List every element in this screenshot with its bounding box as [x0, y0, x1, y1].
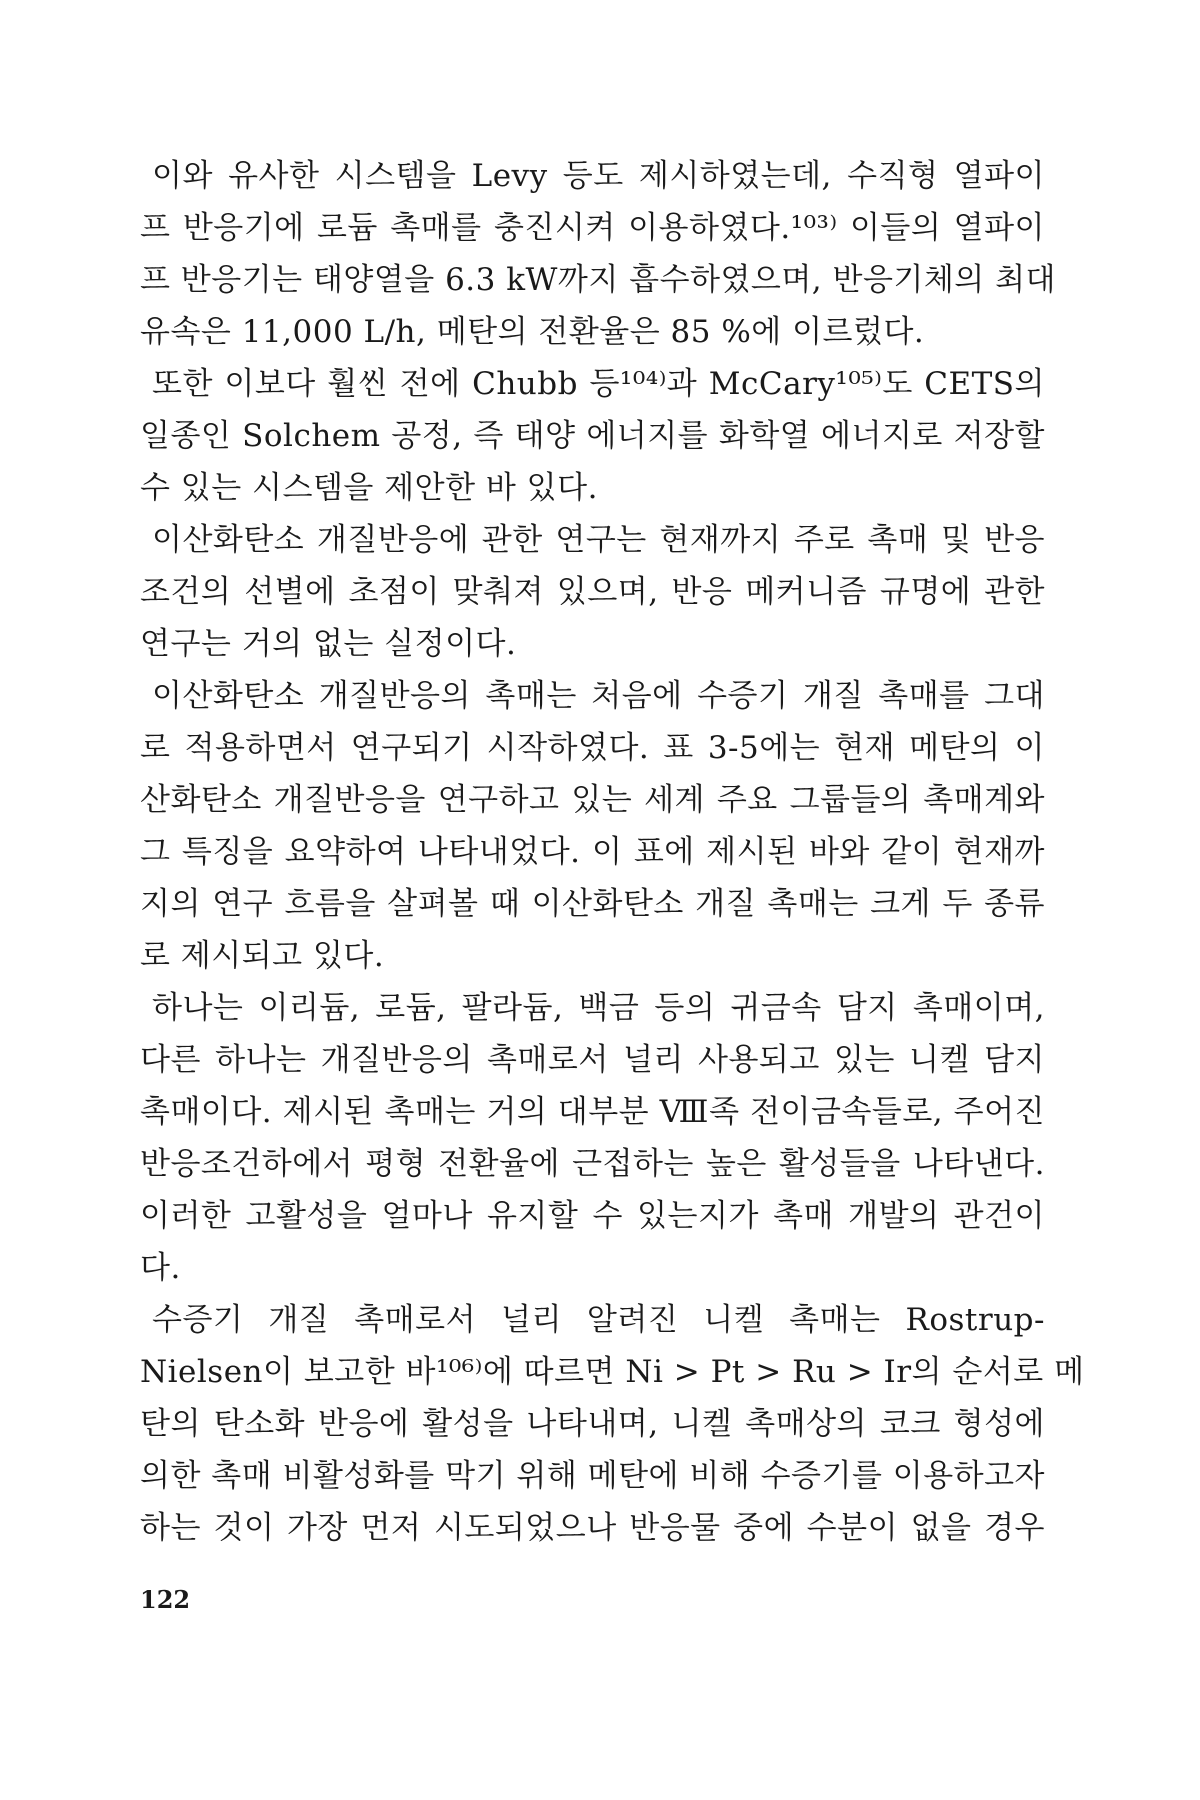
text-line: 이러한 고활성을 얼마나 유지할 수 있는지가 촉매 개발의 관건이 [140, 1198, 1045, 1234]
text-line: 그 특징을 요약하여 나타내었다. 이 표에 제시된 바와 같이 현재까 [140, 834, 1045, 870]
text-line: 유속은 11,000 L/h, 메탄의 전환율은 85 %에 이르렀다. [140, 314, 925, 350]
text-line: 수증기 개질 촉매로서 널리 알려진 니켈 촉매는 Rostrup- [152, 1302, 1045, 1338]
paragraph [140, 358, 1045, 514]
text-line: 산화탄소 개질반응을 연구하고 있는 세계 주요 그룹들의 촉매계와 [140, 782, 1045, 818]
paragraph [140, 514, 1045, 670]
paragraph [140, 1294, 1085, 1554]
page-number: 122 [140, 1585, 191, 1614]
text-line: 지의 연구 흐름을 살펴볼 때 이산화탄소 개질 촉매는 크게 두 종류 [140, 886, 1045, 922]
text-line: 촉매이다. 제시된 촉매는 거의 대부분 Ⅷ족 전이금속들로, 주어진 [140, 1094, 1045, 1130]
text-line: 또한 이보다 훨씬 전에 Chubb 등¹⁰⁴⁾과 McCary¹⁰⁵⁾도 CETS의 [152, 366, 1045, 402]
text-line: 연구는 거의 없는 실정이다. [140, 626, 517, 662]
text-line: 로 제시되고 있다. [140, 938, 385, 974]
paragraph [140, 982, 1045, 1294]
text-line: 이산화탄소 개질반응에 관한 연구는 현재까지 주로 촉매 및 반응 [152, 522, 1045, 558]
paragraph [140, 150, 1056, 358]
text-line: 의한 촉매 비활성화를 막기 위해 메탄에 비해 수증기를 이용하고자 [140, 1458, 1045, 1494]
body-text [140, 150, 1085, 1554]
text-line: 조건의 선별에 초점이 맞춰져 있으며, 반응 메커니즘 규명에 관한 [140, 574, 1045, 610]
text-line: 이와 유사한 시스템을 Levy 등도 제시하였는데, 수직형 열파이 [152, 158, 1045, 194]
text-line: 탄의 탄소화 반응에 활성을 나타내며, 니켈 촉매상의 코크 형성에 [140, 1406, 1045, 1442]
text-line: 반응조건하에서 평형 전환율에 근접하는 높은 활성들을 나타낸다. [140, 1146, 1045, 1182]
text-line: 프 반응기는 태양열을 6.3 kW까지 흡수하였으며, 반응기체의 최대 [140, 262, 1056, 298]
text-line: Nielsen이 보고한 바¹⁰⁶⁾에 따르면 Ni > Pt > Ru > Ir의 순서로 메 [140, 1354, 1085, 1390]
paragraph [140, 670, 1045, 982]
text-line: 이산화탄소 개질반응의 촉매는 처음에 수증기 개질 촉매를 그대 [152, 678, 1045, 714]
text-line: 프 반응기에 로듐 촉매를 충진시켜 이용하였다.¹⁰³⁾ 이들의 열파이 [140, 210, 1045, 246]
text-line: 일종인 Solchem 공정, 즉 태양 에너지를 화학열 에너지로 저장할 [140, 418, 1045, 454]
text-line: 로 적용하면서 연구되기 시작하였다. 표 3-5에는 현재 메탄의 이 [140, 730, 1045, 766]
text-line: 수 있는 시스템을 제안한 바 있다. [140, 470, 598, 506]
text-line: 다. [140, 1250, 181, 1286]
text-line: 다른 하나는 개질반응의 촉매로서 널리 사용되고 있는 니켈 담지 [140, 1042, 1045, 1078]
text-line: 하나는 이리듐, 로듐, 팔라듐, 백금 등의 귀금속 담지 촉매이며, [152, 990, 1045, 1026]
text-line: 하는 것이 가장 먼저 시도되었으나 반응물 중에 수분이 없을 경우 [140, 1510, 1045, 1546]
